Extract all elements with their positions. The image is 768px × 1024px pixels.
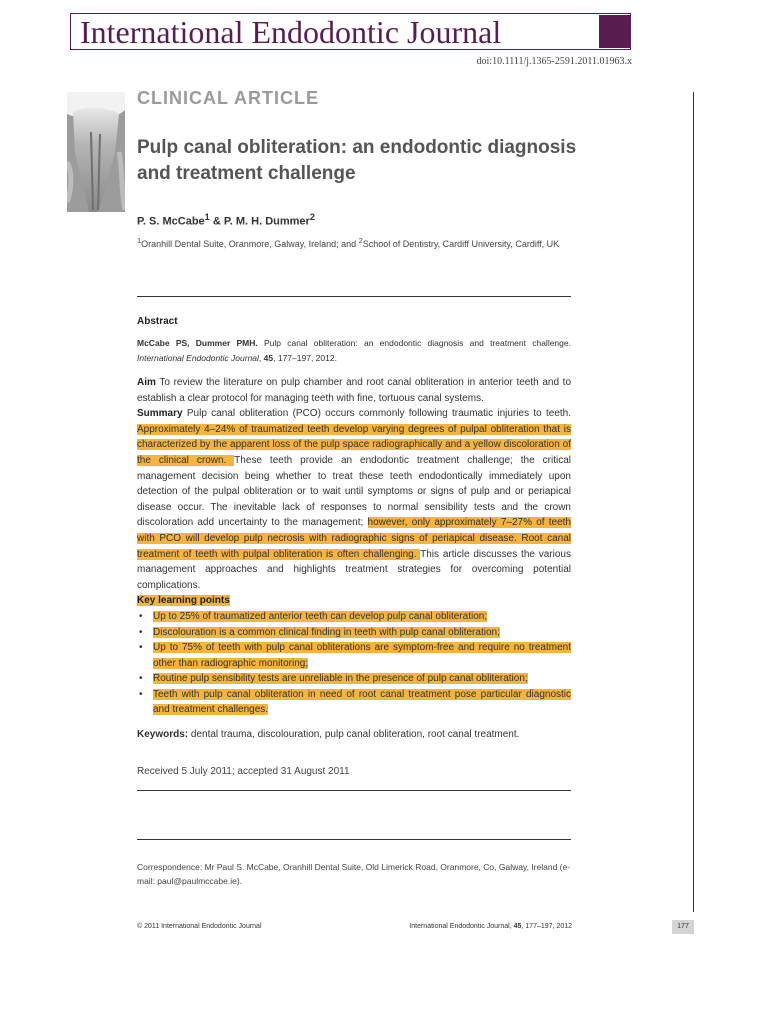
keywords-label: Keywords: (137, 729, 189, 740)
citation-authors: McCabe PS, Dummer PMH. (137, 338, 258, 348)
aim-label: Aim (137, 377, 156, 388)
aim-paragraph (137, 375, 571, 406)
author-2-affiliation-mark: 2 (309, 212, 315, 222)
list-item: • Discolouration is a common clinical finding in teeth with pulp canal obliteration; (137, 625, 571, 641)
summary-paragraph (137, 406, 571, 593)
abstract-body (137, 375, 571, 718)
divider (137, 839, 571, 840)
author-list (137, 212, 315, 228)
page-number: 177 (672, 920, 694, 934)
footer-journal: International Endodontic Journal, (409, 923, 514, 930)
citation-title: Pulp canal obliteration: an endodontic diagnosis and treatment challenge. (257, 338, 571, 348)
citation-separator: , (258, 353, 264, 363)
abstract-heading: Abstract (137, 316, 178, 327)
radiograph-image (67, 92, 125, 212)
footer-journal-citation (378, 923, 572, 930)
divider (137, 790, 571, 791)
author-1-affiliation-mark: 1 (204, 212, 210, 222)
footer-pages: , 177–197, 2012 (521, 923, 572, 930)
summary-label: Summary (137, 408, 183, 420)
summary-text-2: These teeth provide an endodontic treatment challenge; the critical management decision being whether to treat these teeth endodontically immediately upon detection of the pulpal obliteration or to wait until symptoms or signs of pulp and or periapical disease occur. The inevitable lack of responses to normal sensibility tests and the crown discoloration add uncertainty to the management; (137, 454, 571, 529)
journal-logo-square (599, 15, 630, 48)
correspondence: Correspondence: Mr Paul S. McCabe, Oranhill Dental Suite, Old Limerick Road, Oranmore, Co, Galway, Ireland (e-mail: paul@paulmccabe.ie). (137, 862, 571, 886)
summary-text-1: Pulp canal obliteration (PCO) occurs commonly following traumatic injuries to teeth. (182, 408, 571, 420)
footer-volume: 45 (513, 923, 522, 930)
doi-link[interactable]: doi:10.1111/j.1365-2591.2011.01963.x (476, 56, 632, 67)
list-item: • Teeth with pulp canal obliteration in need of root canal treatment pose particular diagnostic and treatment challenges. (139, 688, 571, 716)
citation (137, 336, 571, 366)
citation-pages: , 177–197, 2012. (273, 353, 337, 363)
journal-title: International Endodontic Journal (80, 14, 502, 50)
summary-text-3: This article discusses the various management approaches and highlights treatment strategies for overcoming potential complications. (137, 548, 571, 591)
bullet-icon: • (139, 626, 143, 638)
article-title: Pulp canal obliteration: an endodontic diagnosis and treatment challenge (137, 137, 577, 184)
affiliation-mark-1: 1 (137, 236, 142, 245)
article-type-label: CLINICAL ARTICLE (137, 88, 319, 108)
bullet-icon: • (139, 688, 143, 700)
bullet-icon: • (139, 673, 143, 685)
list-item: • Up to 25% of traumatized anterior teeth can develop pulp canal obliteration; (137, 609, 571, 625)
list-item: • Up to 75% of teeth with pulp canal obliterations are symptom-free and require no treatment other than radiographic monitoring; (139, 642, 571, 669)
footer-copyright: © 2011 International Endodontic Journal (137, 923, 262, 930)
bullet-icon: • (139, 610, 143, 622)
aim-text: To review the literature on pulp chamber and root canal obliteration in anterior teeth and to establish a clear protocol for managing teeth with fine, tortuous canal systems. (137, 377, 571, 404)
received-dates: Received 5 July 2011; accepted 31 August 2011 (137, 766, 350, 777)
keywords-text: dental trauma, discolouration, pulp canal obliteration, root canal treatment. (188, 729, 520, 740)
margin-rule (693, 92, 694, 912)
affiliation-1: Oranhill Dental Suite, Oranmore, Galway, Ireland; and (141, 239, 359, 249)
citation-volume: 45 (263, 353, 274, 363)
citation-journal: International Endodontic Journal (137, 353, 259, 363)
list-item: • Routine pulp sensibility tests are unreliable in the presence of pulp canal obliteration; (137, 671, 571, 687)
bullet-icon: • (139, 642, 143, 654)
affiliation-2: School of Dentistry, Cardiff University, Cardiff, UK (362, 239, 560, 249)
key-learning-points-list (137, 609, 571, 718)
affiliation-mark-2: 2 (358, 236, 363, 245)
author-separator: & (209, 215, 224, 228)
highlight-1: Approximately 4–24% of traumatized teeth develop varying degrees of pulpal obliteration that is characterized by the apparent loss of the pulp space radiographically and a yellow discoloration of the clinical crown. (137, 423, 571, 466)
highlight-2: however, only approximately 7–27% of teeth with PCO will develop pulp necrosis with radiographic signs of periapical disease. Root canal treatment of teeth with pulpal obliteration is often challenging. (137, 517, 571, 560)
author-1-name: P. S. McCabe (137, 215, 205, 228)
keywords (137, 727, 571, 743)
key-learning-points-heading: Key learning points (137, 595, 230, 607)
affiliation (137, 234, 571, 251)
divider (137, 296, 571, 297)
author-2-name: P. M. H. Dummer (223, 215, 310, 228)
